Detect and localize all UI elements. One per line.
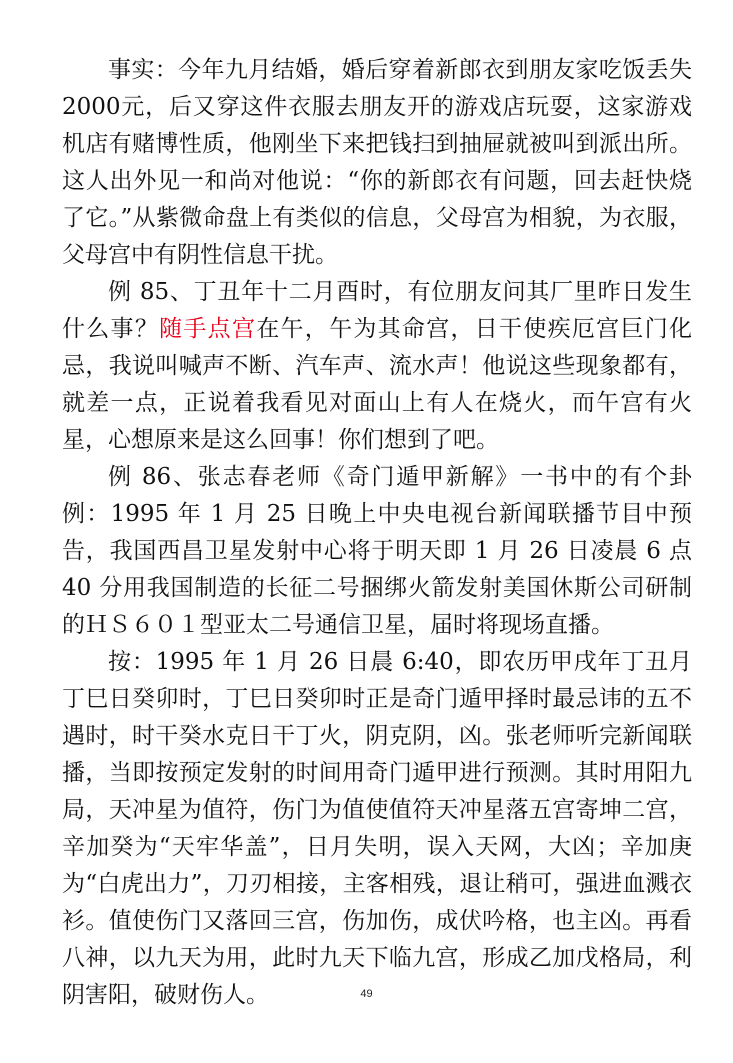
highlighted-phrase: 随手点宫: [159, 316, 257, 342]
paragraph-facts: 事实：今年九月结婚，婚后穿着新郎衣到朋友家吃饭丢失2000元，后又穿这件衣服去朋友开的游戏店玩耍，这家游戏机店有赌博性质，他刚坐下来把钱扫到抽屉就被叫到派出所。这人出外见一和尚对他说：“你的新郎衣有问题，回去赶快烧了它。”从紫微命盘上有类似的信息，父母宫为相貌，为衣服，父母宫中有阴性信息干扰。: [62, 57, 692, 268]
paragraph-example-85: [62, 274, 692, 459]
page-number: 49: [360, 988, 373, 1000]
paragraph-analysis: 按：1995 年 1 月 26 日晨 6:40，即农历甲戌年丁丑月丁巳日癸卯时，丁巳日癸卯时正是奇门遁甲择时最忌讳的五不遇时，时干癸水克日干丁火，阴克阴，凶。张老师听完新闻联播，当即按预定发射的时间用奇门遁甲进行预测。其时用阳九局，天冲星为值符，伤门为值使值符天冲星落五宫寄坤二宫，辛加癸为“天牢华盖”，日月失明，误入天网，大凶；辛加庚为“白虎出力”，刀刃相接，主客相残，退让稍可，强进血溅衣衫。值使伤门又落回三宫，伤加伤，成伏吟格，也主凶。再看八神，以九天为用，此时九天下临九宫，形成乙加戊格局，利阴害阳，破财伤人。: [62, 649, 692, 1008]
example-85-text-before: 例 85、丁丑年十二月酉时，有位朋友问其厂里昨日发生什么事？: [62, 279, 692, 342]
body-text: [62, 52, 692, 1014]
paragraph-example-86: 例 86、张志春老师《奇门遁甲新解》一书中的有个卦例：1995 年 1 月 25 日晚上中央电视台新闻联播节目中预告，我国西昌卫星发射中心将于明天即 1 月 26 日凌晨 6 点 40 分用我国制造的长征二号捆绑火箭发射美国休斯公司研制的ＨＳ６０１型亚太二号通信卫星，届时将现场直播。: [62, 464, 692, 638]
example-85-text-after: 在午，午为其命宫，日干使疾厄宫巨门化忌，我说叫喊声不断、汽车声、流水声！他说这些现象都有，就差一点，正说着我看见对面山上有人在烧火，而午宫有火星，心想原来是这么回事！你们想到了吧。: [62, 316, 693, 453]
